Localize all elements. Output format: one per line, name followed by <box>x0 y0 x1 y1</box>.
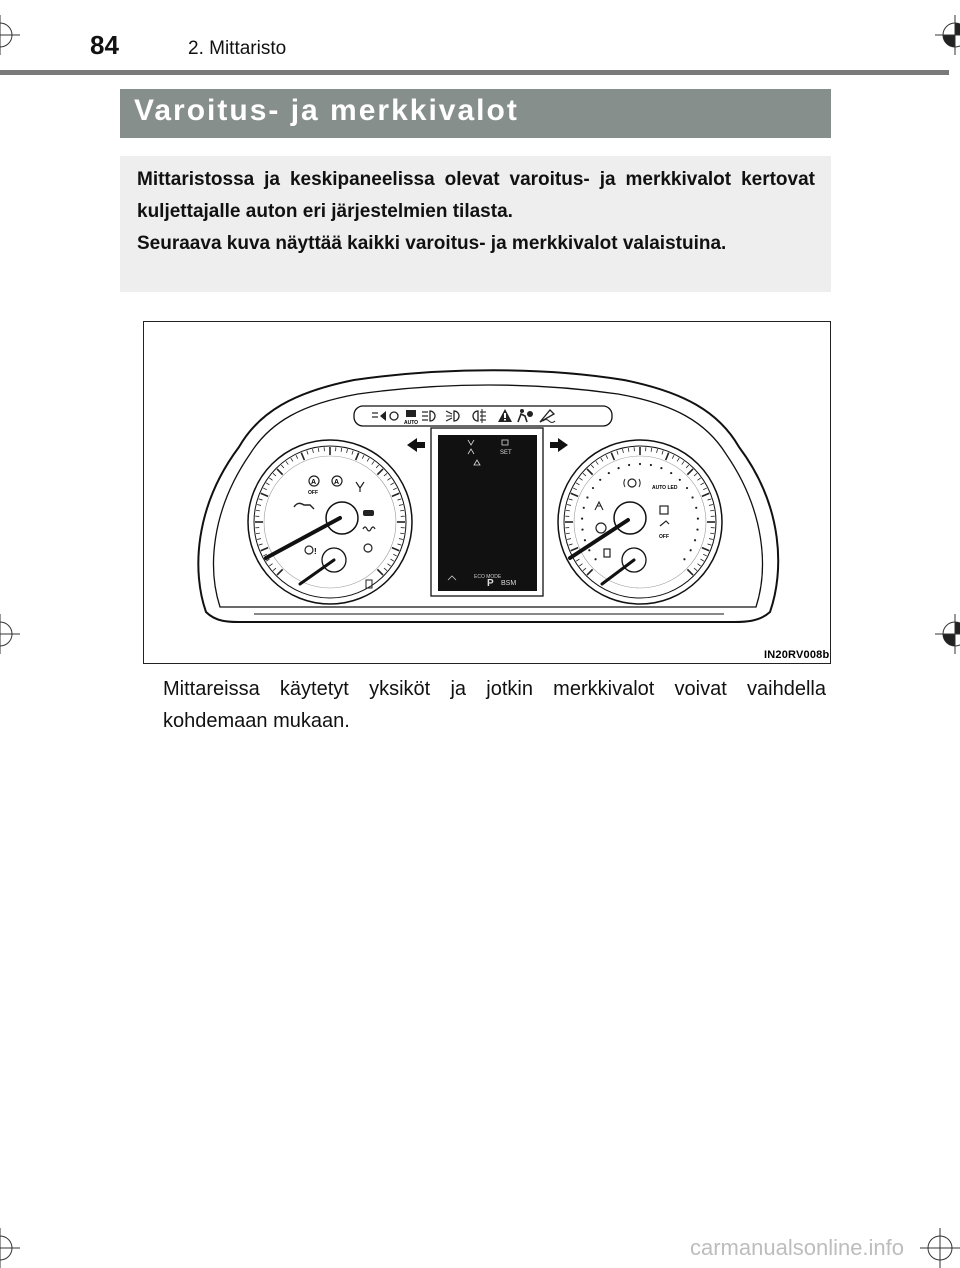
dial-tick <box>352 451 353 455</box>
dial-tick <box>694 568 697 571</box>
brake-warning-icon <box>305 546 317 556</box>
auto-stop-start-off-icon <box>308 476 319 496</box>
dial-tick <box>399 504 403 505</box>
dial-tick <box>376 465 379 468</box>
dial-tick <box>566 533 570 534</box>
dial-tick <box>392 493 399 496</box>
dial-tick <box>579 564 582 566</box>
dial-tick <box>576 559 579 561</box>
shift-position-label: P <box>487 578 494 589</box>
dial-tick <box>576 483 579 485</box>
dial-dot <box>696 528 698 530</box>
dial-tick <box>567 504 571 505</box>
dial-dot <box>694 539 696 541</box>
temperature-gauge-needle <box>602 560 634 584</box>
vsc-off-icon <box>659 521 669 540</box>
dial-dot <box>679 479 681 481</box>
dial-tick <box>694 473 697 476</box>
svg-text:A: A <box>311 479 317 486</box>
dial-tick <box>662 451 663 455</box>
page-number: 84 <box>90 30 119 60</box>
eco-mode-label: ECO MODE <box>474 574 502 580</box>
dial-tick <box>296 455 298 459</box>
dial-tick <box>347 449 348 453</box>
cruise-set-label: SET <box>500 450 512 456</box>
right-turn-signal-icon <box>550 438 568 452</box>
auto-headlight-label: AUTO <box>404 420 419 426</box>
dial-dot <box>592 487 594 489</box>
registration-mark-middle-left <box>0 614 20 654</box>
dial-tick <box>622 449 623 453</box>
dial-tick <box>362 455 364 459</box>
dial-dot <box>586 496 588 498</box>
registration-mark-bottom-left <box>0 1228 20 1268</box>
rear-fog-light-icon <box>473 409 486 423</box>
vsc-off-label: OFF <box>659 534 669 540</box>
dial-tick <box>703 554 707 556</box>
svg-text:A: A <box>334 479 340 486</box>
dial-tick <box>367 458 369 461</box>
dial-tick <box>672 455 674 459</box>
dial-tick <box>709 504 713 505</box>
dial-tick <box>701 559 704 561</box>
dial-tick <box>377 469 383 475</box>
dial-tick <box>393 488 397 490</box>
dial-tick <box>702 548 709 551</box>
tachometer-dial <box>558 440 722 604</box>
dial-tick <box>682 461 684 464</box>
left-turn-signal-icon <box>407 438 425 452</box>
dial-tick <box>569 499 573 500</box>
dial-tick <box>567 539 571 540</box>
dial-tick <box>573 488 577 490</box>
dial-tick <box>657 449 658 453</box>
dial-tick <box>701 483 704 485</box>
dial-tick <box>312 449 313 453</box>
dial-tick <box>710 533 714 534</box>
dial-tick <box>301 453 304 460</box>
front-fog-light-icon <box>446 411 459 421</box>
dial-tick <box>261 548 268 551</box>
instrument-cluster-figure <box>143 321 831 664</box>
dial-tick <box>281 465 284 468</box>
seatbelt-reminder-icon <box>595 502 603 510</box>
dial-tick <box>291 458 293 461</box>
dial-tick <box>257 539 261 540</box>
dial-tick <box>708 499 712 500</box>
eco-indicator-icon <box>363 510 374 516</box>
dial-dot <box>670 472 672 474</box>
dial-tick <box>591 465 594 468</box>
svg-text:!: ! <box>314 547 317 556</box>
awd-icon <box>356 482 364 492</box>
dial-tick <box>377 569 383 575</box>
dial-dot <box>697 518 699 520</box>
multi-information-display <box>431 428 543 596</box>
dial-dot <box>686 487 688 489</box>
dial-dot <box>660 467 662 469</box>
dial-tick <box>666 453 669 460</box>
dial-tick <box>398 499 402 500</box>
dial-tick <box>277 469 283 475</box>
dial-tick <box>392 548 399 551</box>
dial-tick <box>677 458 679 461</box>
dial-tick <box>601 458 603 461</box>
registration-mark-middle-right <box>935 614 960 654</box>
dial-dot <box>691 496 693 498</box>
dial-tick <box>307 451 308 455</box>
security-indicator-icon <box>660 506 668 514</box>
section-title: Varoitus- ja merkkivalot <box>134 94 519 127</box>
auto-headlight-icon <box>404 410 418 426</box>
note-text: Mittareissa käytetyt yksiköt ja jotkin merkkivalot voivat vaihdella kohdemaan mukaan. <box>163 678 826 732</box>
dial-tick <box>261 493 268 496</box>
figure-id: IN20RV008b <box>764 649 830 661</box>
dial-tick <box>257 504 261 505</box>
oil-pressure-icon <box>294 503 314 509</box>
dial-tick <box>398 544 402 545</box>
dial-tick <box>391 483 394 485</box>
dial-dot <box>583 507 585 509</box>
dial-tick <box>611 453 614 460</box>
dial-tick <box>318 448 319 452</box>
dial-tick <box>263 488 267 490</box>
dial-tick <box>628 448 629 452</box>
srs-airbag-icon <box>518 409 533 422</box>
dial-tick <box>587 469 593 475</box>
speedometer-dial <box>248 440 412 604</box>
dial-tick <box>571 493 578 496</box>
dial-dot <box>588 549 590 551</box>
auto-led-label: AUTO LED <box>652 485 678 491</box>
dial-tick <box>687 569 693 575</box>
dial-tick <box>387 478 390 480</box>
section-label: 2. Mittaristo <box>188 38 287 59</box>
dial-dot <box>628 464 630 466</box>
dial-tick <box>259 499 263 500</box>
dial-tick <box>687 469 693 475</box>
dial-tick <box>651 448 652 452</box>
dial-tick <box>393 554 397 556</box>
dial-tick <box>266 483 269 485</box>
dial-tick <box>587 569 593 575</box>
dial-tick <box>384 568 387 571</box>
dial-tick <box>400 533 404 534</box>
dial-tick <box>606 455 608 459</box>
dial-tick <box>269 478 272 480</box>
dial-tick <box>579 478 582 480</box>
tire-pressure-icon <box>364 544 372 552</box>
dial-dot <box>683 558 685 560</box>
brake-system-icon <box>624 479 640 487</box>
dial-tick <box>387 564 390 566</box>
registration-mark-top-right <box>935 15 960 55</box>
dial-tick <box>708 544 712 545</box>
section-title-bar <box>120 89 831 138</box>
dial-tick <box>583 568 586 571</box>
bsm-label: BSM <box>501 580 517 587</box>
dial-dot <box>650 464 652 466</box>
dial-tick <box>709 539 713 540</box>
dial-tick <box>617 451 618 455</box>
dial-tick <box>286 461 288 464</box>
headlight-icon <box>372 411 398 421</box>
dial-dot <box>639 463 641 465</box>
dial-tick <box>697 564 700 566</box>
dial-dot <box>581 518 583 520</box>
dial-dot <box>690 549 692 551</box>
dial-tick <box>256 533 260 534</box>
master-warning-icon <box>498 409 512 422</box>
dial-dot <box>608 472 610 474</box>
auto-stop-start-off-label: OFF <box>308 490 318 496</box>
watermark: carmanualsonline.info <box>690 1235 905 1260</box>
slip-indicator-icon <box>540 410 555 423</box>
dial-tick <box>356 453 359 460</box>
dial-tick <box>571 548 578 551</box>
auto-stop-start-icon <box>332 476 342 486</box>
dial-tick <box>400 510 404 511</box>
fuel-gauge-needle <box>300 560 334 584</box>
low-fuel-icon <box>604 549 610 557</box>
dial-tick <box>569 544 573 545</box>
dial-tick <box>703 488 707 490</box>
dial-tick <box>269 564 272 566</box>
dial-tick <box>702 493 709 496</box>
dial-dot <box>599 479 601 481</box>
dial-tick <box>259 544 263 545</box>
dial-dot <box>594 558 596 560</box>
intro-paragraph-2: Seuraava kuva näyttää kaikki varoitus- ja merkkivalot valaistuina. <box>137 233 727 254</box>
dial-tick <box>566 510 570 511</box>
dial-tick <box>399 539 403 540</box>
dial-tick <box>384 473 387 476</box>
dial-tick <box>697 478 700 480</box>
dial-dot <box>695 507 697 509</box>
tachometer-needle <box>570 520 628 558</box>
registration-mark-bottom-right <box>920 1228 960 1268</box>
glow-indicator-icon <box>363 527 375 531</box>
high-beam-icon <box>422 411 435 421</box>
dial-dot <box>581 528 583 530</box>
dial-tick <box>372 461 374 464</box>
dial-dot <box>617 467 619 469</box>
dial-tick <box>710 510 714 511</box>
dial-tick <box>391 559 394 561</box>
dial-tick <box>273 473 276 476</box>
dial-tick <box>583 473 586 476</box>
header-rule <box>0 70 949 75</box>
abs-warning-icon <box>596 523 606 533</box>
dial-tick <box>596 461 598 464</box>
intro-paragraph-1: Mittaristossa ja keskipaneelissa olevat varoitus- ja merkkivalot kertovat kuljettajalle auton eri järjestelmien tilasta. <box>137 169 815 222</box>
instrument-cluster-illustration <box>144 322 830 663</box>
registration-mark-top-left <box>0 15 20 55</box>
dial-tick <box>341 448 342 452</box>
dial-tick <box>256 510 260 511</box>
dial-tick <box>686 465 689 468</box>
dial-tick <box>273 568 276 571</box>
intro-box <box>120 156 831 292</box>
dial-tick <box>277 569 283 575</box>
dial-dot <box>584 539 586 541</box>
